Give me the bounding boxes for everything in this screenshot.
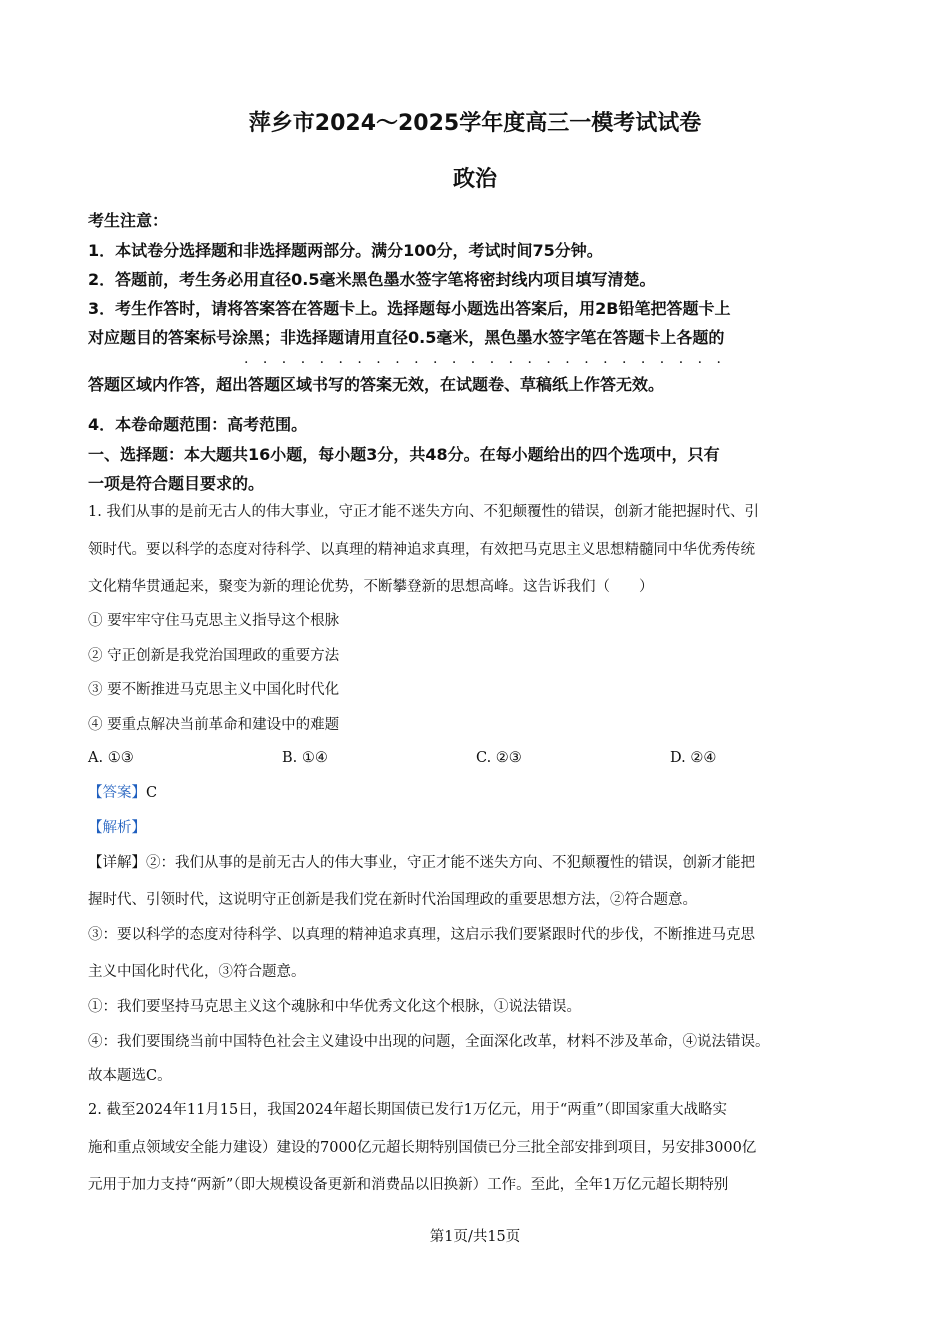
- question-item: ④ 要重点解决当前革命和建设中的难题: [88, 717, 340, 733]
- page-title: 萍乡市2024～2025学年度高三一模考试试卷: [248, 111, 702, 136]
- detail-line: ③：要以科学的态度对待科学、以真理的精神追求真理，这启示我们要紧跟时代的步伐，不断推进马克思: [88, 927, 755, 943]
- question-stem: 施和重点领域安全能力建设）建设的7000亿元超长期特别国债已分三批全部安排到项目，另安排3000亿: [88, 1140, 757, 1156]
- question-item: ③ 要不断推进马克思主义中国化时代化: [88, 682, 340, 698]
- section-heading: 一项是符合题目要求的。: [88, 474, 265, 493]
- notice-line: 4．本卷命题范围：高考范围。: [88, 415, 308, 434]
- option-a: A. ①③: [88, 750, 134, 766]
- notice-line: 答题区域内作答，超出答题区域书写的答案无效，在试题卷、草稿纸上作答无效。: [88, 375, 665, 394]
- question-stem: 文化精华贯通起来，聚变为新的理论优势，不断攀登新的思想高峰。这告诉我们（ ）: [88, 579, 654, 595]
- option-c: C. ②③: [476, 750, 522, 766]
- answer-line: [88, 780, 878, 806]
- detail-line: ④：我们要围绕当前中国特色社会主义建设中出现的问题，全面深化改革，材料不涉及革命，④说法错误。: [88, 1034, 770, 1050]
- notice-line: 2．答题前，考生务必用直径0.5毫米黑色墨水签字笔将密封线内项目填写清楚。: [88, 270, 656, 289]
- question-stem: 2. 截至2024年11月15日，我国2024年超长期国债已发行1万亿元，用于“两重”（即国家重大战略实: [88, 1102, 727, 1118]
- analysis-tag: 【解析】: [88, 820, 146, 836]
- question-item: ① 要牢牢守住马克思主义指导这个根脉: [88, 613, 340, 629]
- page-footer: 第1页/共15页: [429, 1229, 521, 1245]
- notice-line: 对应题目的答案标号涂黑；非选择题请用直径0.5毫米，黑色墨水签字笔在答题卡上各题的: [88, 328, 725, 347]
- detail-line: [88, 850, 878, 876]
- notice-heading: 考生注意：: [88, 211, 169, 230]
- detail-line: 握时代、引领时代，这说明守正创新是我们党在新时代治国理政的重要思想方法，②符合题意。: [88, 892, 697, 908]
- question-stem: 领时代。要以科学的态度对待科学、以真理的精神追求真理，有效把马克思主义思想精髓同中华优秀传统: [88, 542, 755, 558]
- detail-tag: 【详解】: [88, 855, 146, 871]
- emphasis-dots: · · · · · · · · · · · · · · · · · · · · · · · · · ·: [244, 355, 726, 371]
- answer-tag: 【答案】: [88, 785, 146, 801]
- question-stem: 元用于加力支持“两新”（即大规模设备更新和消费品以旧换新）工作。至此，全年1万亿元超长期特别: [88, 1177, 729, 1193]
- analysis-line: [88, 815, 878, 841]
- question-item: ② 守正创新是我党治国理政的重要方法: [88, 648, 340, 664]
- section-heading: 一、选择题：本大题共16小题，每小题3分，共48分。在每小题给出的四个选项中，只有: [88, 445, 720, 464]
- option-b: B. ①④: [282, 750, 328, 766]
- detail-line: ①：我们要坚持马克思主义这个魂脉和中华优秀文化这个根脉，①说法错误。: [88, 999, 581, 1015]
- subject-title: 政治: [452, 167, 497, 192]
- detail-text: ②：我们从事的是前无古人的伟大事业，守正才能不迷失方向、不犯颠覆性的错误，创新才能把: [146, 855, 755, 871]
- detail-line: 故本题选C。: [88, 1068, 172, 1084]
- detail-line: 主义中国化时代化，③符合题意。: [88, 964, 306, 980]
- answer-value: C: [146, 785, 158, 801]
- notice-line: 1．本试卷分选择题和非选择题两部分。满分100分，考试时间75分钟。: [88, 241, 603, 260]
- question-stem: 1. 我们从事的是前无古人的伟大事业，守正才能不迷失方向、不犯颠覆性的错误，创新才能把握时代、引: [88, 504, 759, 520]
- option-d: D. ②④: [670, 750, 717, 766]
- notice-line: 3．考生作答时，请将答案答在答题卡上。选择题每小题选出答案后，用2B铅笔把答题卡上: [88, 299, 731, 318]
